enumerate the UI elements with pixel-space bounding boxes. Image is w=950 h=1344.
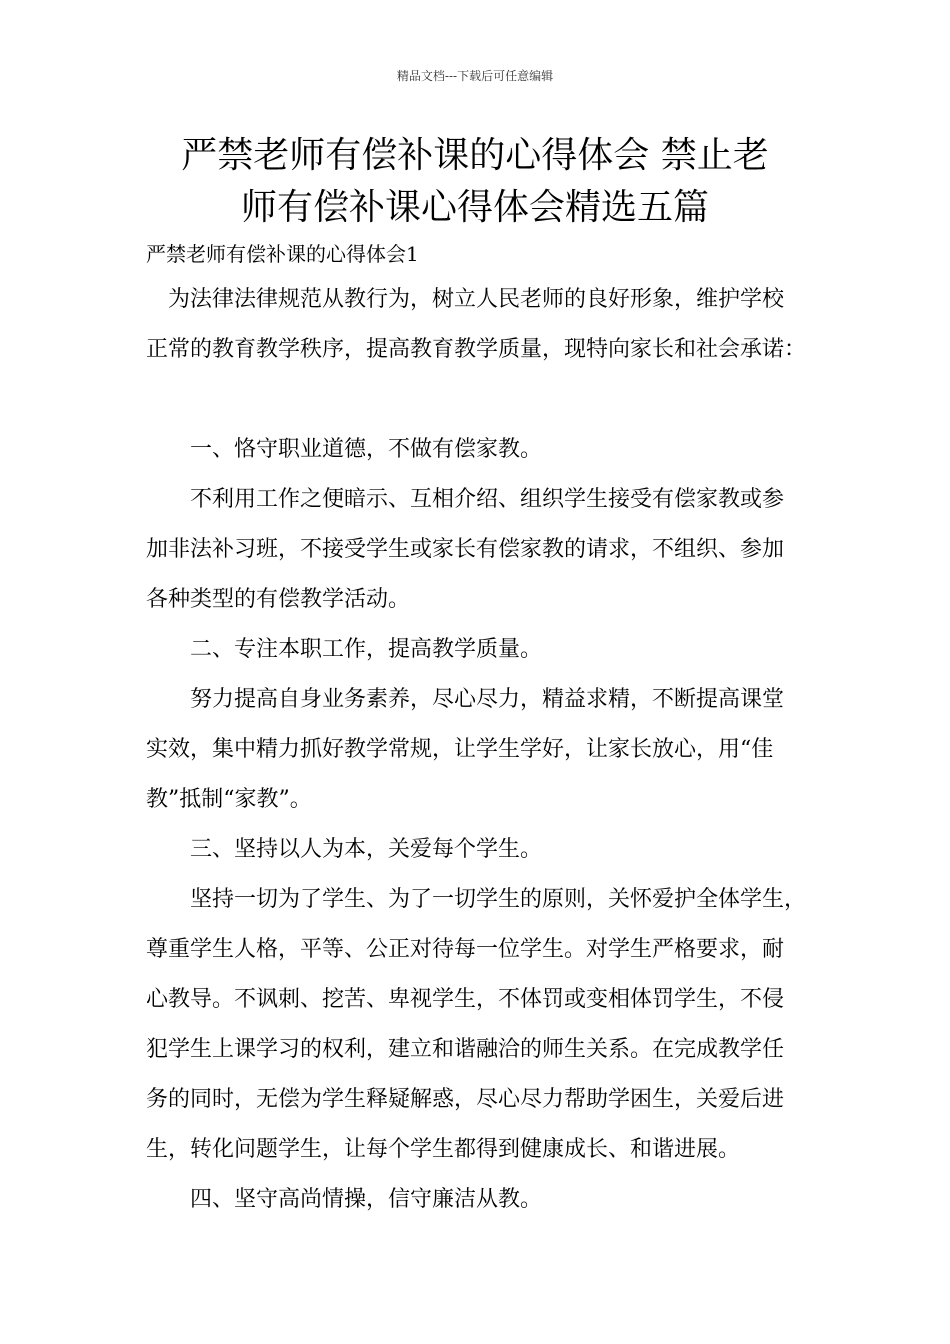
paragraph-line: 坚持一切为了学生、为了一切学生的原则，关怀爱护全体学生， xyxy=(190,887,807,912)
paragraph-point-2-heading xyxy=(146,625,826,675)
paragraph-point-3-heading xyxy=(146,825,826,875)
title-line-1: 严禁老师有偿补课的心得体会 禁止老 xyxy=(181,135,769,176)
paragraph-line: 不利用工作之便暗示、互相介绍、组织学生接受有偿家教或参 xyxy=(190,487,785,512)
paragraph-line: 为法律法律规范从教行为，树立人民老师的良好形象，维护学校 xyxy=(168,287,785,312)
paragraph-line: 犯学生上课学习的权利，建立和谐融洽的师生关系。在完成教学任 xyxy=(146,1037,785,1062)
paragraph-line: 各种类型的有偿教学活动。 xyxy=(146,587,411,612)
paragraph-point-1-heading xyxy=(146,425,826,475)
section-heading: 严禁老师有偿补课的心得体会1 xyxy=(146,242,419,266)
paragraph-line: 心教导。不讽刺、挖苦、卑视学生，不体罚或变相体罚学生，不侵 xyxy=(146,987,785,1012)
paragraph-point-2-body xyxy=(146,675,826,825)
paragraph-point-4-heading xyxy=(146,1175,826,1225)
paragraph-intro xyxy=(146,275,826,375)
header-note: 精品文档---下载后可任意编辑 xyxy=(396,69,554,83)
paragraph-line: 务的同时，无偿为学生释疑解惑，尽心尽力帮助学困生，关爱后进 xyxy=(146,1087,785,1112)
paragraph-line: 努力提高自身业务素养，尽心尽力，精益求精，不断提高课堂 xyxy=(190,687,785,712)
document-title xyxy=(120,130,830,234)
paragraph-line: 生，转化问题学生，让每个学生都得到健康成长、和谐进展。 xyxy=(146,1137,741,1162)
paragraph-point-3-body xyxy=(146,875,826,1175)
paragraph-line: 尊重学生人格，平等、公正对待每一位学生。对学生严格要求，耐 xyxy=(146,937,785,962)
paragraph-line: 四、坚守高尚情操，信守廉洁从教。 xyxy=(190,1187,543,1212)
title-line-2: 师有偿补课心得体会精选五篇 xyxy=(240,187,709,228)
paragraph-line: 一、恪守职业道德，不做有偿家教。 xyxy=(190,437,543,462)
paragraph-line: 正常的教育教学秩序，提高教育教学质量，现特向家长和社会承诺： xyxy=(146,337,807,362)
paragraph-line: 二、专注本职工作，提高教学质量。 xyxy=(190,637,543,662)
paragraph-line: 加非法补习班，不接受学生或家长有偿家教的请求，不组织、参加 xyxy=(146,537,785,562)
paragraph-point-1-body xyxy=(146,475,826,625)
paragraph-line: 三、坚持以人为本，关爱每个学生。 xyxy=(190,837,543,862)
paragraph-line: 实效，集中精力抓好教学常规，让学生学好，让家长放心，用“佳 xyxy=(146,737,774,762)
paragraph-line: 教”抵制“家教”。 xyxy=(146,787,312,812)
